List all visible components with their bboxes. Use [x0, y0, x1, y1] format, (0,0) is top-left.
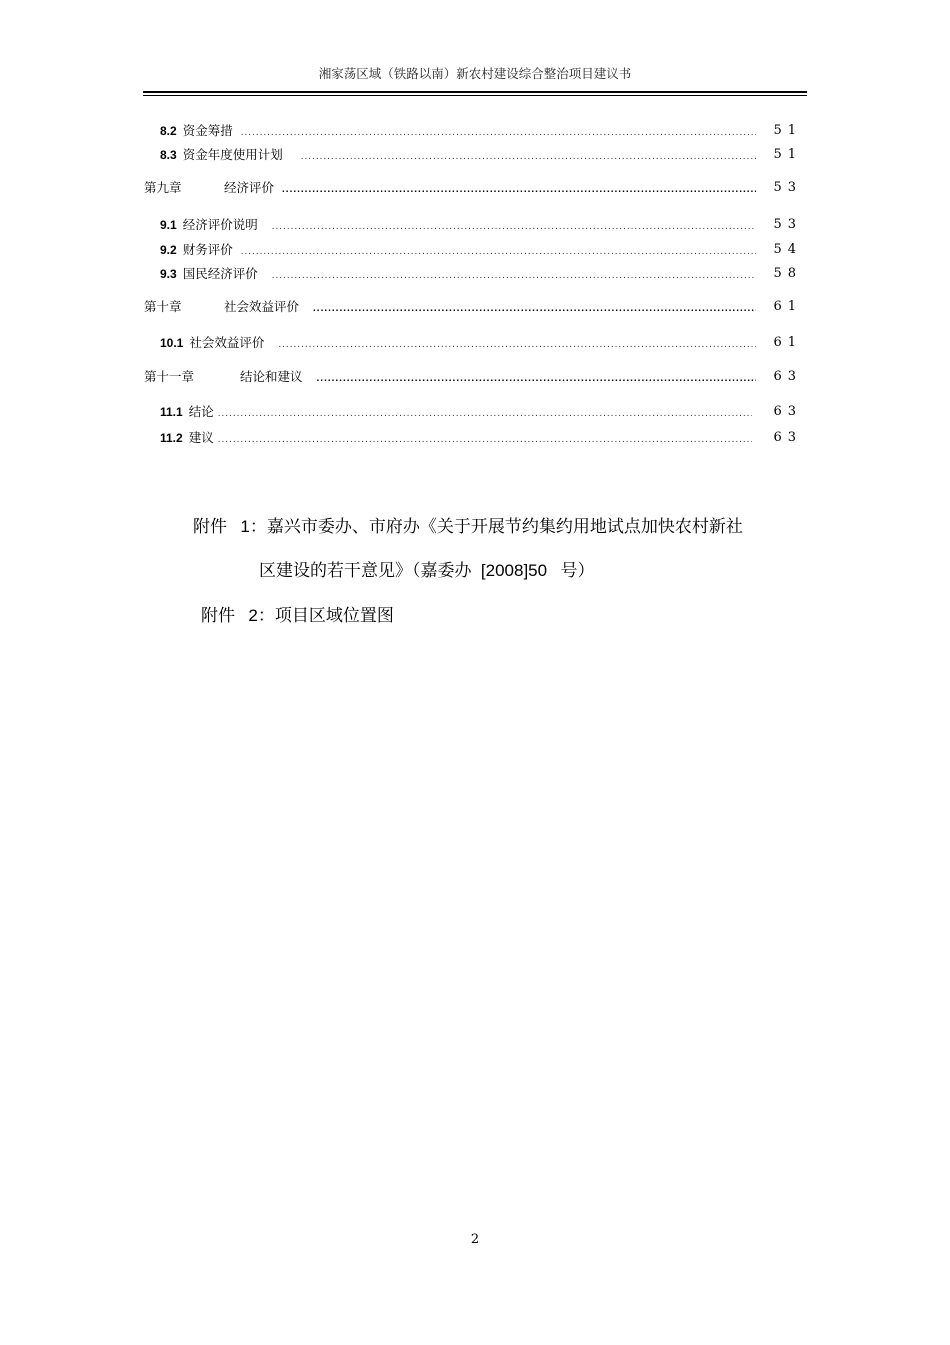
toc-number: 9.1 — [160, 218, 177, 232]
attachment-2-text: 项目区域位置图 — [274, 606, 394, 626]
toc-title: 资金筹措 — [182, 123, 233, 138]
page-number: 2 — [470, 1232, 480, 1247]
toc-title: 经济评价 — [224, 180, 275, 195]
toc-page: 63 — [773, 369, 802, 384]
attachment-1-doc-suffix: 号） — [560, 561, 595, 581]
toc-leader — [241, 244, 756, 260]
toc-chapter-label: 第十章 — [144, 299, 182, 314]
toc-page: 63 — [773, 430, 802, 445]
toc-entry[interactable] — [160, 266, 802, 284]
toc-title: 国民经济评价 — [182, 266, 258, 281]
toc-page: 63 — [773, 404, 802, 419]
toc-leader — [301, 149, 756, 165]
attachment-1-line-1 — [193, 512, 743, 537]
toc-chapter-entry[interactable] — [144, 180, 802, 198]
attachment-2-number: 2 — [248, 606, 258, 625]
toc-number: 11.1 — [160, 405, 183, 419]
toc-page: 61 — [773, 335, 802, 350]
toc-number: 9.2 — [160, 243, 177, 257]
toc-leader — [272, 219, 756, 235]
attachment-1-text: 嘉兴市委办、市府办《关于开展节约集约用地试点加快农村新社 — [266, 517, 743, 537]
attachment-1-colon: ： — [249, 517, 267, 537]
attachment-2-line — [201, 601, 394, 626]
toc-page: 53 — [773, 217, 802, 232]
toc-title: 社会效益评价 — [189, 335, 265, 350]
toc-leader — [272, 268, 756, 284]
toc-leader — [241, 125, 756, 141]
toc-title: 资金年度使用计划 — [182, 147, 283, 162]
attachment-2-label: 附件 — [201, 606, 235, 626]
toc-chapter-entry[interactable] — [144, 299, 802, 317]
attachment-1-doc-number: [2008]50 — [480, 561, 548, 580]
toc-title: 经济评价说明 — [182, 217, 258, 232]
toc-page: 61 — [773, 299, 802, 314]
toc-number: 11.2 — [160, 431, 183, 445]
toc-page: 51 — [773, 123, 802, 138]
toc-page: 53 — [773, 180, 802, 195]
toc-title: 建议 — [188, 430, 214, 445]
toc-leader — [218, 432, 752, 448]
toc-title: 结论 — [188, 404, 214, 419]
toc-number: 8.2 — [160, 124, 177, 138]
toc-leader — [313, 301, 756, 317]
toc-title: 财务评价 — [182, 242, 233, 257]
toc-entry[interactable] — [160, 217, 802, 235]
toc-entry[interactable] — [160, 147, 802, 165]
toc-page: 58 — [773, 266, 802, 281]
attachment-2-colon: ： — [257, 606, 275, 626]
toc-chapter-entry[interactable] — [144, 369, 802, 387]
attachment-1-label: 附件 — [193, 517, 227, 537]
toc-leader — [218, 406, 752, 422]
attachment-1-number: 1 — [240, 517, 250, 536]
attachment-1-line-2 — [259, 556, 595, 581]
toc-number: 9.3 — [160, 267, 177, 281]
toc-entry[interactable] — [160, 335, 802, 353]
header-rule-thin — [143, 95, 807, 96]
toc-chapter-label: 第九章 — [144, 180, 182, 195]
toc-entry[interactable] — [160, 430, 802, 448]
attachment-1-text-cont: 区建设的若干意见》（嘉委办 — [259, 561, 472, 581]
toc-leader — [317, 371, 756, 387]
running-header: 湘家荡区域（铁路以南）新农村建设综合整治项目建议书 — [318, 66, 632, 81]
header-rule-thick — [143, 91, 807, 93]
toc-leader — [282, 182, 756, 198]
toc-number: 10.1 — [160, 336, 184, 350]
toc-leader — [278, 337, 756, 353]
toc-chapter-label: 第十一章 — [144, 369, 195, 384]
toc-title: 社会效益评价 — [224, 299, 300, 314]
toc-entry[interactable] — [160, 242, 802, 260]
toc-entry[interactable] — [160, 404, 802, 422]
toc-entry[interactable] — [160, 123, 802, 141]
toc-page: 51 — [773, 147, 802, 162]
toc-title: 结论和建议 — [240, 369, 303, 384]
toc-number: 8.3 — [160, 148, 177, 162]
toc-page: 54 — [773, 242, 802, 257]
